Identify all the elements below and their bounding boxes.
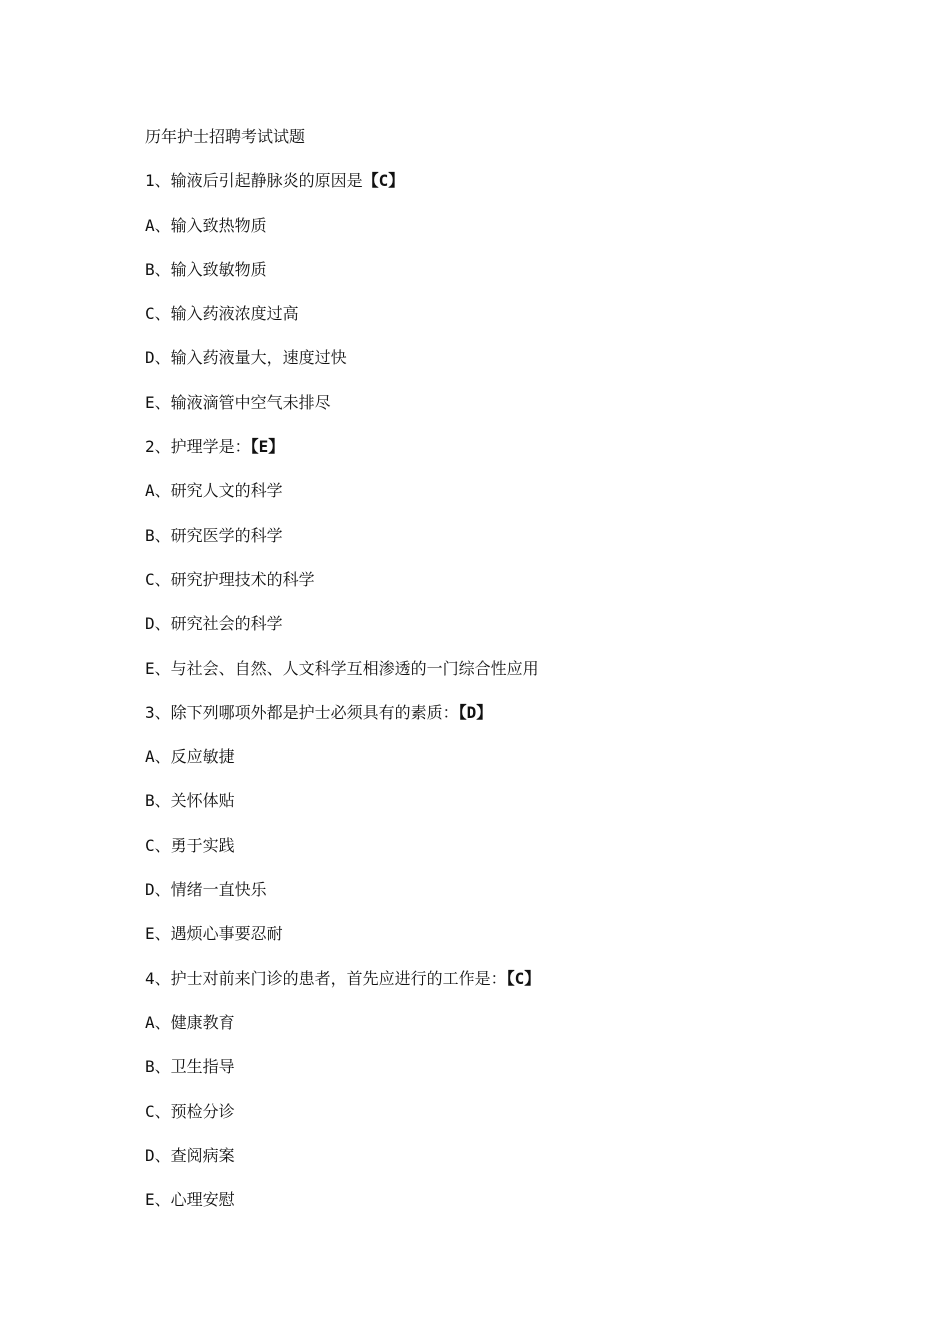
option-d: D、情绪一直快乐 xyxy=(145,880,267,900)
option-b: B、输入致敏物质 xyxy=(145,259,267,279)
answer-key: 【D】 xyxy=(458,702,493,722)
question-4 xyxy=(145,962,905,1228)
option-d: D、查阅病案 xyxy=(145,1145,235,1165)
document-page xyxy=(145,120,905,1227)
question-stem xyxy=(145,430,905,474)
question-stem xyxy=(145,164,905,208)
question-3 xyxy=(145,696,905,962)
option-a: A、研究人文的科学 xyxy=(145,481,283,501)
option-c: C、研究护理技术的科学 xyxy=(145,569,315,589)
option-b: B、研究医学的科学 xyxy=(145,525,283,545)
answer-key: 【E】 xyxy=(250,437,285,457)
option-b: B、关怀体贴 xyxy=(145,791,235,811)
option-c: C、输入药液浓度过高 xyxy=(145,304,299,324)
option-e: E、与社会、自然、人文科学互相渗透的一门综合性应用 xyxy=(145,658,539,678)
option-d: D、研究社会的科学 xyxy=(145,614,283,634)
option-a: A、输入致热物质 xyxy=(145,215,267,235)
option-a: A、健康教育 xyxy=(145,1012,235,1032)
question-stem xyxy=(145,962,905,1006)
question-text: 4、护士对前来门诊的患者，首先应进行的工作是： xyxy=(145,968,507,988)
option-a: A、反应敏捷 xyxy=(145,747,235,767)
question-stem xyxy=(145,696,905,740)
option-e: E、遇烦心事要忍耐 xyxy=(145,924,283,944)
question-2 xyxy=(145,430,905,696)
option-e: E、输液滴管中空气未排尽 xyxy=(145,392,331,412)
question-text: 1、输液后引起静脉炎的原因是 xyxy=(145,171,363,191)
question-text: 3、除下列哪项外都是护士必须具有的素质： xyxy=(145,702,459,722)
option-c: C、预检分诊 xyxy=(145,1101,235,1121)
answer-key: 【C】 xyxy=(506,968,541,988)
question-1 xyxy=(145,164,905,430)
answer-key: 【C】 xyxy=(362,171,405,191)
question-text: 2、护理学是： xyxy=(145,437,251,457)
option-c: C、勇于实践 xyxy=(145,835,235,855)
option-d: D、输入药液量大，速度过快 xyxy=(145,348,347,368)
option-b: B、卫生指导 xyxy=(145,1057,235,1077)
option-e: E、心理安慰 xyxy=(145,1190,235,1210)
document-title: 历年护士招聘考试试题 xyxy=(145,127,306,146)
